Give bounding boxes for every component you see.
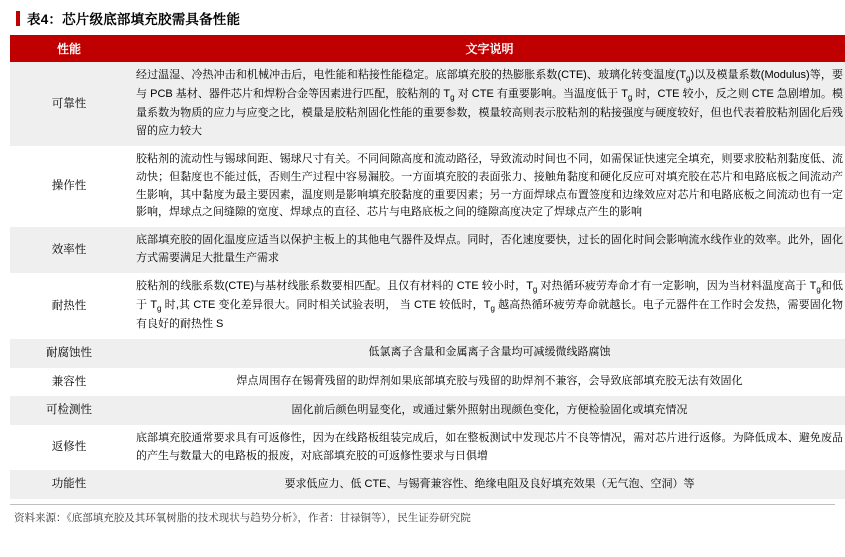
table-row (10, 146, 845, 227)
table-row (10, 368, 845, 397)
row-property: 耐腐蚀性 (10, 339, 128, 368)
row-description: 胶粘剂的线胀系数(CTE)与基材线胀系数要相匹配。且仅有材料的 CTE 较小时，$T_g$ 对热循环疲劳寿命才有一定影响，因为当材料温度高于 $T_g$和低于 $T_g$ 时,其 CTE 变化差异很大。同时相关试验表明， 当 CTE 较低时，$T_g$ 越高热循环疲劳寿命就越长。电子元器件在工作时会发热，需要固化物有良好的耐热性 S (128, 273, 845, 339)
source-note: 资料来源：《底部填充胶及其环氧树脂的技术现状与趋势分析》，作者：甘禄铜等），民生证券研究院 (10, 504, 835, 525)
table-row (10, 62, 845, 146)
table-head (10, 35, 845, 62)
row-description: 底部填充胶通常要求具有可返修性，因为在线路板组装完成后，如在整板测试中发现芯片不良等情况，需对芯片进行返修。为降低成本、避免废品的产生与数量大的电路板的报废，对底部填充胶的可返修性要求与日俱增 (128, 425, 845, 471)
title-accent-bar (16, 11, 20, 26)
table-row (10, 396, 845, 425)
table-row (10, 425, 845, 471)
row-property: 耐热性 (10, 273, 128, 339)
column-header-property: 性能 (10, 35, 128, 62)
table-row (10, 227, 845, 273)
row-description: 底部填充胶的固化温度应适当以保护主板上的其他电气器件及焊点。同时，否化速度要快，过长的固化时间会影响流水线作业的效率。此外，固化方式需要满足大批量生产需求 (128, 227, 845, 273)
table-row (10, 470, 845, 499)
row-property: 操作性 (10, 146, 128, 227)
row-property: 效率性 (10, 227, 128, 273)
table-header-row (10, 35, 845, 62)
row-property: 可检测性 (10, 396, 128, 425)
row-description: 固化前后颜色明显变化，或通过紫外照射出现颜色变化，方便检验固化或填充情况 (128, 396, 845, 425)
table-body (10, 62, 845, 499)
row-description: 焊点周围存在锡膏残留的助焊剂如果底部填充胶与残留的助焊剂不兼容，会导致底部填充胶无法有效固化 (128, 368, 845, 397)
column-header-description: 文字说明 (128, 35, 845, 62)
spec-table (10, 35, 845, 499)
table-title-bar (10, 0, 835, 35)
table-row (10, 273, 845, 339)
row-property: 兼容性 (10, 368, 128, 397)
row-description: 胶粘剂的流动性与锡球间距、锡球尺寸有关。不同间隙高度和流动路径，导致流动时间也不同，如需保证快速完全填充，则要求胶粘剂黏度低、流动快；但黏度也不能过低，否则生产过程中容易漏胶。一方面填充胶的表面张力、接触角黏度和硬化反应可对填充胶在芯片和电路底板之间流动产生影响，其中黏度为最主要因素，温度则是影响填充胶黏度的重要因素；另一方面焊球点布置签度和边缘效应对芯片和电路底板之间流动也有一定影响，焊球点之间缝隙的宽度、焊球点的直径、芯片与电路底板之间的缝隙高度决定了焊球点产生的影响 (128, 146, 845, 227)
row-description: 经过温湿、冷热冲击和机械冲击后，电性能和粘接性能稳定。底部填充胶的热膨胀系数(CTE)、玻璃化转变温度$(T_g)$以及模量系数(Modulus)等，要与 PCB 基材、器件芯片和焊粉合金等因素进行匹配，胶粘剂的 $T_g$ 对 CTE 有重要影响。当温度低于 $T_g$ 时，CTE 较小，反之则 CTE 急剧增加。模量系数为物质的应力与应变之比，模量是胶粘剂固化性能的重要参数，模量较高则表示胶粘剂的粘接强度与硬度较好，但也代表着胶粘剂固化后残留的应力较大 (128, 62, 845, 146)
row-property: 返修性 (10, 425, 128, 471)
row-property: 功能性 (10, 470, 128, 499)
row-description: 要求低应力、低 CTE、与锡膏兼容性、绝缘电阻及良好填充效果（无气泡、空洞）等 (128, 470, 845, 499)
table-row (10, 339, 845, 368)
page-title: 表4：芯片级底部填充胶需具备性能 (27, 12, 241, 27)
row-description: 低氯离子含量和金属离子含量均可减缓微线路腐蚀 (128, 339, 845, 368)
row-property: 可靠性 (10, 62, 128, 146)
